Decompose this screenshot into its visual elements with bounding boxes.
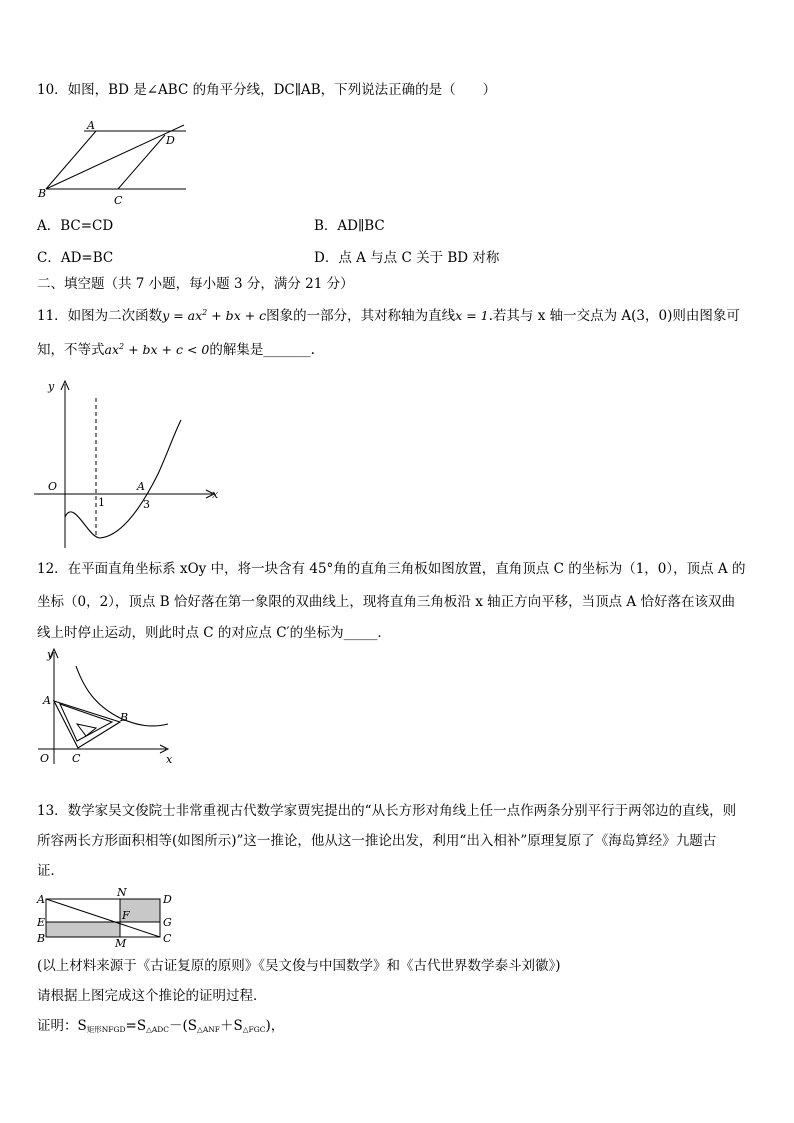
segment-cd [118,135,165,189]
label-b: B [37,932,46,945]
label-e: E [37,916,46,929]
label-o: O [48,480,58,493]
label-d: D [166,134,175,147]
q10-option-c: C．AD=BC [37,250,114,266]
label-x: x [166,753,173,766]
label-y: y [47,648,54,661]
q10-option-a: A．BC=CD [37,218,114,234]
label-x: x [212,488,219,501]
rectangle-ebmf [46,922,120,937]
label-c: C [72,752,81,765]
triangle-abc [54,701,120,748]
label-d: D [163,893,172,906]
q12-figure [34,646,184,771]
triangle-hole [77,724,96,736]
label-a: A [37,893,45,906]
section-heading: 二、填空题（共 7 小题，每小题 3 分，满分 21 分） [37,276,354,292]
label-b: B [38,187,47,200]
segment-bd [46,125,184,189]
q10-option-d: D．点 A 与点 C 关于 BD 对称 [314,250,500,266]
q11-line1: 11．如图为二次函数$y = ax^2$ + bx + c图象的一部分，其对称轴为直线x = 1.若其与 x 轴一交点为 A(3，0)则由图象可 [37,308,740,324]
label-c: C [114,194,123,207]
label-a: A [137,480,145,493]
q13-instruction: 请根据上图完成这个推论的证明过程． [37,988,267,1004]
label-o: O [40,752,50,765]
label-3: 3 [143,498,150,511]
label-g: G [163,916,172,929]
label-m: M [115,937,127,950]
q13-line1: 13．数学家吴文俊院士非常重视古代数学家贾宪提出的“从长方形对角线上任一点作两条分别平行于两邻边的直线，则 [37,803,737,819]
q10-stem: 10．如图，BD 是∠ABC 的角平分线，DC∥AB，下列说法正确的是（ ） [37,82,497,98]
label-c: C [163,932,172,945]
segment-ab [46,131,96,189]
q11-line2: 知，不等式$ax^2$ + bx + c < 0的解集是_______. [37,342,315,358]
label-y: y [48,380,55,393]
q11-figure [34,378,224,553]
q12-line3: 线上时停止运动，则此时点 C 的对应点 C′的坐标为_____． [37,625,391,641]
q12-line1: 12．在平面直角坐标系 xOy 中，将一块含有 45°角的直角三角板如图放置，直角顶点 C 的坐标为（1，0），顶点 A 的 [37,561,746,577]
q12-line2: 坐标（0，2），顶点 B 恰好落在第一象限的双曲线上，现将直角三角板沿 x 轴正方向平移，当顶点 A 恰好落在该双曲 [37,594,735,610]
q10-figure [34,115,194,210]
q13-line3: 证． [37,863,64,879]
q13-source: (以上材料来源于《古证复原的原则》《吴文俊与中国数学》和《古代世界数学泰斗刘徽》) [37,958,561,974]
label-b: B [120,711,129,724]
label-f: F [122,909,130,922]
label-a: A [43,694,51,707]
q13-figure [34,886,184,948]
label-1: 1 [98,496,105,509]
q13-line2: 所容两长方形面积相等(如图所示)”这一推论，他从这一推论出发，利用“出入相补”原理复原了《海岛算经》九题古 [37,833,717,849]
label-a: A [87,119,95,132]
parabola [65,420,181,538]
label-n: N [117,886,127,899]
q13-proof-line: 证明：$S_{矩形NFGD}=S_{\triangle ADC}-(S_{\triangle ANF}+S_{\triangle FGC})$， [37,1018,285,1034]
q10-option-b: B．AD∥BC [314,218,385,234]
